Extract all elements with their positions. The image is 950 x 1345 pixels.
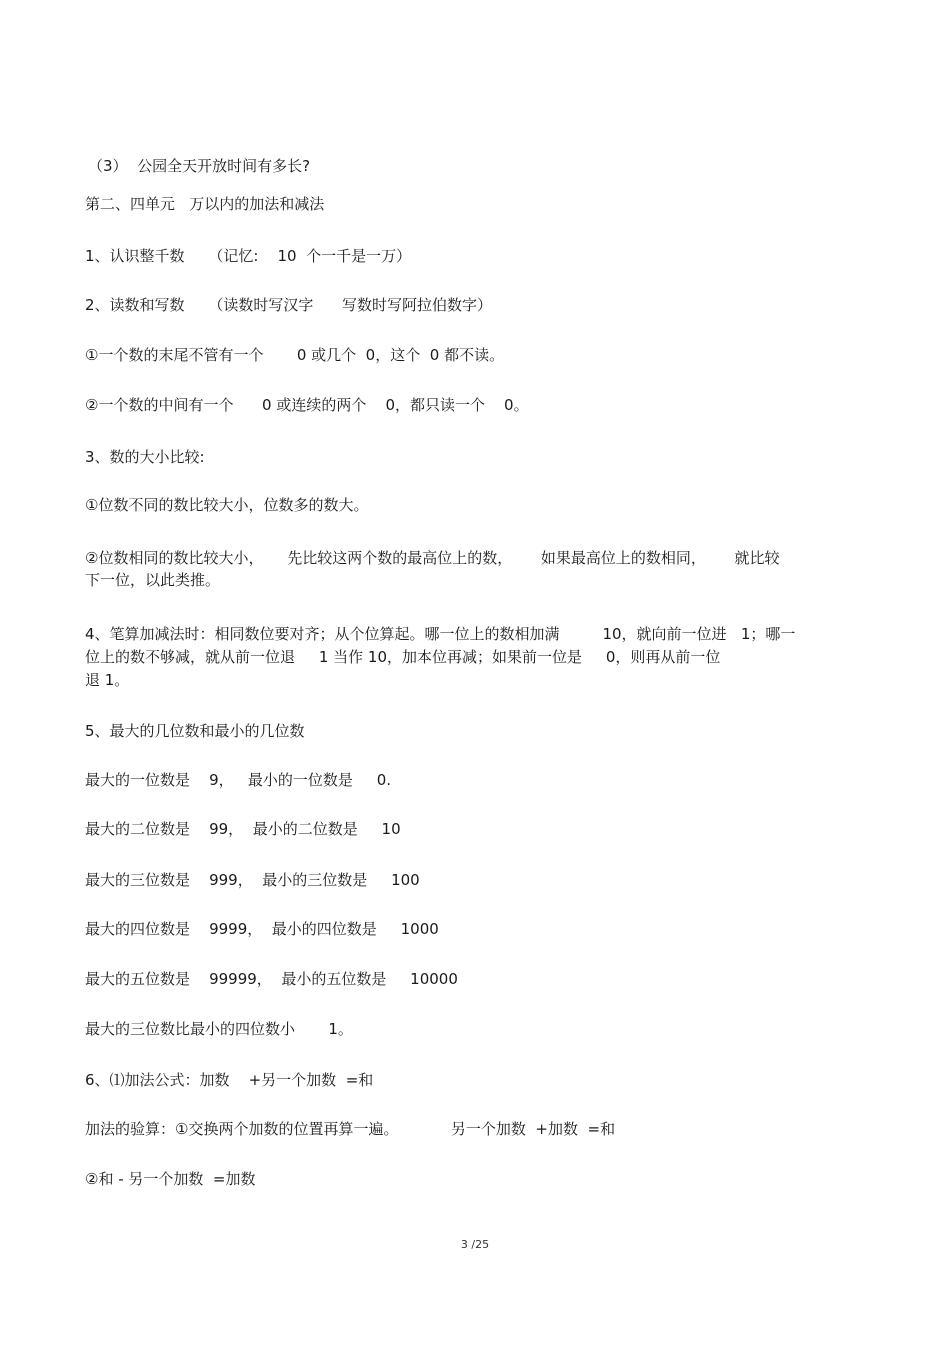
text-line-rule-end-zero: ①一个数的末尾不管有一个 0 或几个 0，这个 0 都不读。 (85, 346, 505, 364)
text-line-addition-check-2: ②和 - 另一个加数 =加数 (85, 1170, 256, 1188)
text-line-4-column-c: 退 1。 (85, 671, 130, 689)
section-heading-addition-subtraction: 第二、四单元 万以内的加法和减法 (85, 195, 325, 213)
text-line-difference: 最大的三位数比最小的四位数小 1。 (85, 1020, 353, 1038)
text-line-park-question: （3） 公园全天开放时间有多长? (88, 157, 311, 175)
text-line-4-column-a: 4、笔算加减法时：相同数位要对齐；从个位算起。哪一位上的数相加满 10，就向前一位进 1；哪一 (85, 625, 796, 643)
text-line-compare-rule-2a: ②位数相同的数比较大小， 先比较这两个数的最高位上的数， 如果最高位上的数相同， 就比较 (85, 549, 780, 567)
text-line-four-digit: 最大的四位数是 9999， 最小的四位数是 1000 (85, 920, 439, 938)
text-line-1-thousands: 1、认识整千数 （记忆: 10 个一千是一万） (85, 247, 412, 265)
text-line-compare-rule-1: ①位数不同的数比较大小，位数多的数大。 (85, 496, 369, 514)
text-line-compare-rule-2b: 下一位，以此类推。 (85, 571, 221, 589)
page-number: 3 /25 (460, 1238, 490, 1251)
text-line-5-max-min: 5、最大的几位数和最小的几位数 (85, 722, 305, 740)
text-line-4-column-b: 位上的数不够减，就从前一位退 1 当作 10，加本位再减；如果前一位是 0，则再从前一位 (85, 648, 721, 666)
text-line-rule-middle-zero: ②一个数的中间有一个 0 或连续的两个 0，都只读一个 0。 (85, 396, 529, 414)
text-line-two-digit: 最大的二位数是 99， 最小的二位数是 10 (85, 820, 401, 838)
text-line-6-addition-formula: 6、⑴加法公式：加数 +另一个加数 =和 (85, 1071, 374, 1089)
text-line-2-read-write: 2、读数和写数 （读数时写汉字 写数时写阿拉伯数字） (85, 296, 492, 314)
text-line-3-compare: 3、数的大小比较: (85, 448, 205, 466)
text-line-one-digit: 最大的一位数是 9， 最小的一位数是 0. (85, 771, 392, 789)
text-line-five-digit: 最大的五位数是 99999， 最小的五位数是 10000 (85, 970, 458, 988)
text-line-addition-check: 加法的验算：①交换两个加数的位置再算一遍。 另一个加数 +加数 =和 (85, 1120, 616, 1138)
text-line-three-digit: 最大的三位数是 999， 最小的三位数是 100 (85, 871, 420, 889)
